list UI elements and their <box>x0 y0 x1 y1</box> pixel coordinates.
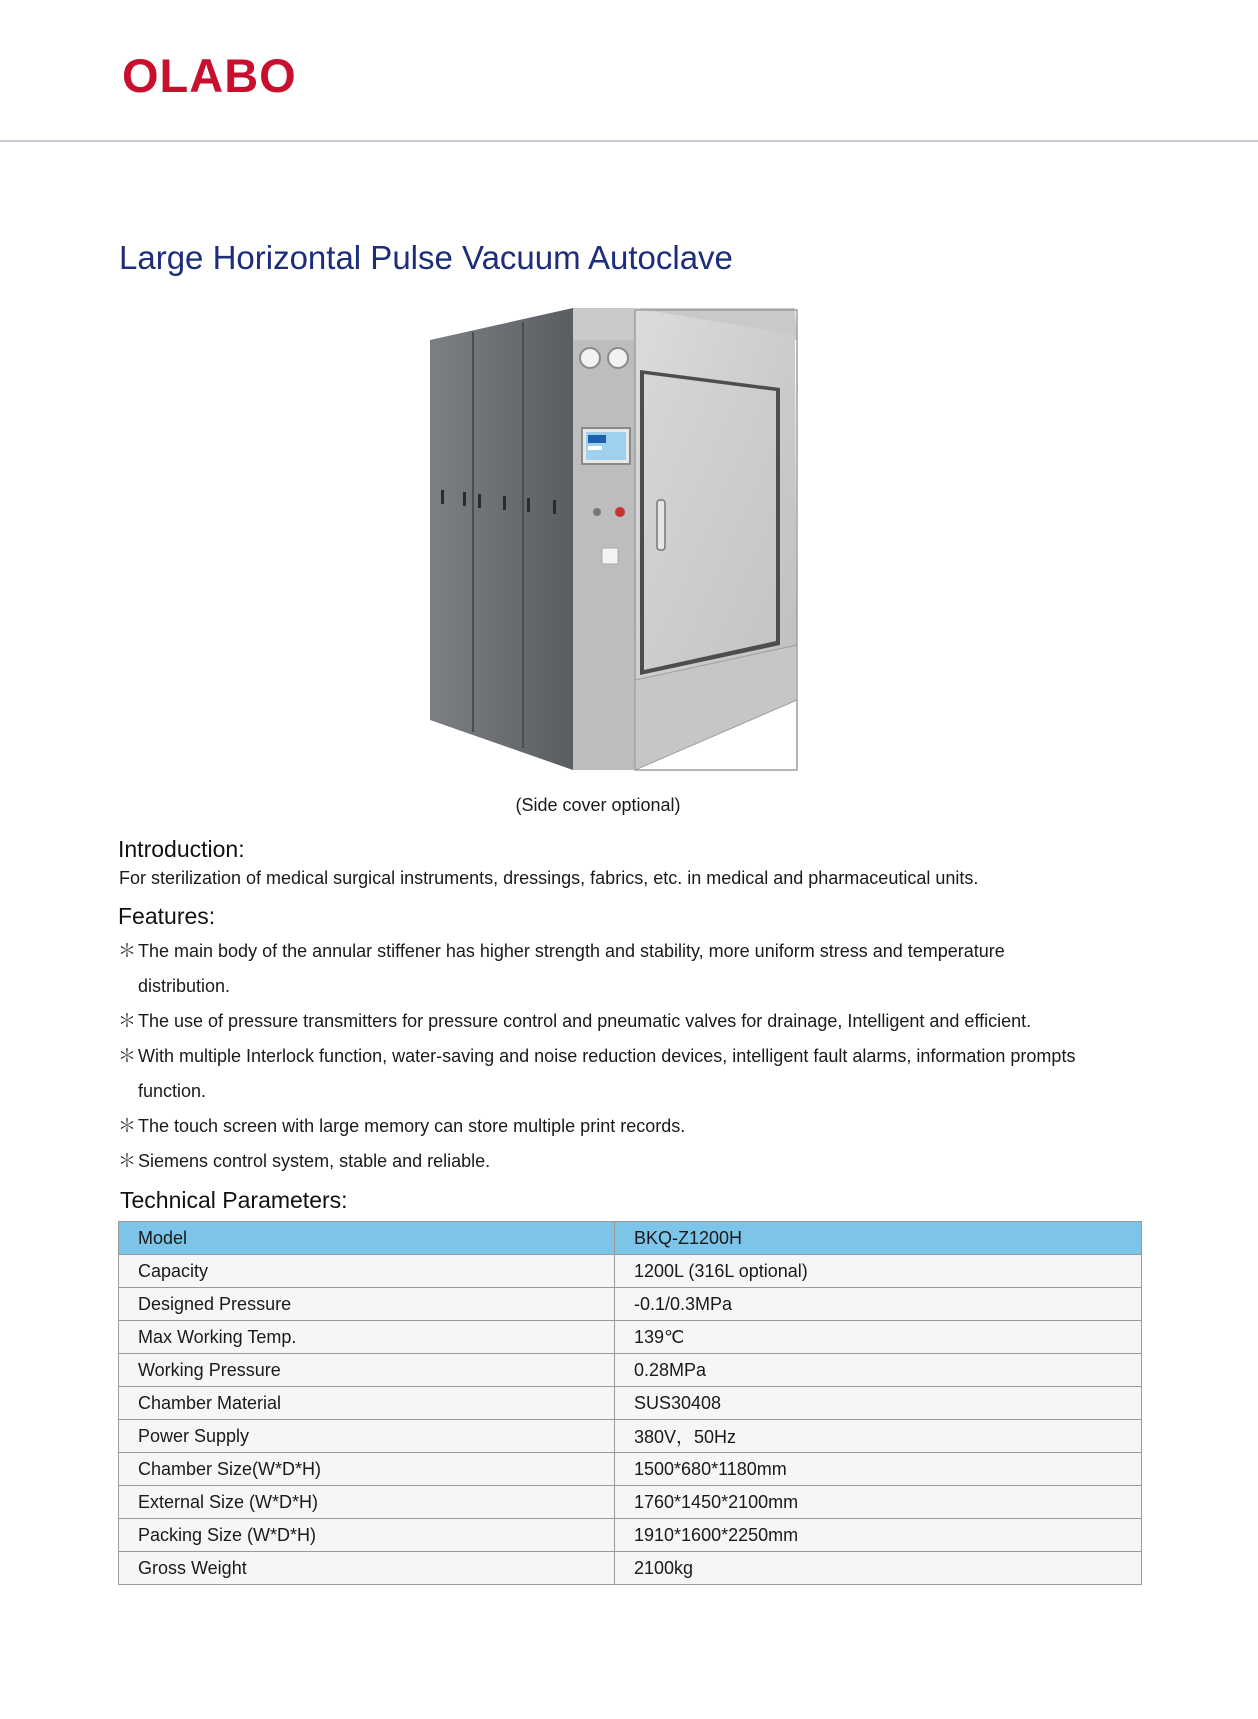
header-value-cell: BKQ-Z1200H <box>615 1222 1142 1255</box>
param-label: Chamber Material <box>119 1387 615 1420</box>
table-row <box>119 1321 1142 1354</box>
param-label: External Size (W*D*H) <box>119 1486 615 1519</box>
table-row <box>119 1552 1142 1585</box>
param-value: -0.1/0.3MPa <box>615 1288 1142 1321</box>
table-row <box>119 1486 1142 1519</box>
bullet-star-icon: ＊ <box>118 941 136 961</box>
bullet-star-icon: ＊ <box>118 1011 136 1031</box>
param-value: 1760*1450*2100mm <box>615 1486 1142 1519</box>
param-value: 1200L (316L optional) <box>615 1255 1142 1288</box>
param-label: Gross Weight <box>119 1552 615 1585</box>
param-label: Power Supply <box>119 1420 615 1453</box>
param-value: 380V，50Hz <box>615 1420 1142 1453</box>
feature-text: The main body of the annular stiffener has higher strength and stability, more uniform stress and temperature distribution. <box>138 941 1005 996</box>
param-label: Max Working Temp. <box>119 1321 615 1354</box>
header-label-cell: Model <box>119 1222 615 1255</box>
features-heading: Features: <box>118 903 216 929</box>
table-row <box>119 1255 1142 1288</box>
table-row <box>119 1420 1142 1453</box>
param-label: Packing Size (W*D*H) <box>119 1519 615 1552</box>
param-value: SUS30408 <box>615 1387 1142 1420</box>
table-row <box>119 1453 1142 1486</box>
brand-logo: OLABO <box>122 49 297 102</box>
technical-parameters-table <box>118 1221 1142 1585</box>
bullet-star-icon: ＊ <box>118 1116 136 1136</box>
feature-item <box>118 1039 1148 1109</box>
page-title: Large Horizontal Pulse Vacuum Autoclave <box>119 239 733 276</box>
table-row <box>119 1354 1142 1387</box>
feature-item <box>118 934 1148 1004</box>
feature-item <box>118 1004 1148 1039</box>
table-row <box>119 1519 1142 1552</box>
feature-text: With multiple Interlock function, water-saving and noise reduction devices, intelligent fault alarms, information prompts function. <box>138 1046 1076 1101</box>
technical-heading: Technical Parameters: <box>120 1187 348 1213</box>
header-divider <box>0 140 1258 142</box>
param-label: Working Pressure <box>119 1354 615 1387</box>
bullet-star-icon: ＊ <box>118 1151 136 1171</box>
feature-text: Siemens control system, stable and reliable. <box>138 1151 491 1171</box>
param-value: 1910*1600*2250mm <box>615 1519 1142 1552</box>
table-header-row <box>119 1222 1142 1255</box>
bullet-star-icon: ＊ <box>118 1046 136 1066</box>
param-label: Capacity <box>119 1255 615 1288</box>
param-value: 0.28MPa <box>615 1354 1142 1387</box>
table-row <box>119 1288 1142 1321</box>
param-label: Designed Pressure <box>119 1288 615 1321</box>
param-label: Chamber Size(W*D*H) <box>119 1453 615 1486</box>
param-value: 1500*680*1180mm <box>615 1453 1142 1486</box>
param-value: 2100kg <box>615 1552 1142 1585</box>
feature-text: The use of pressure transmitters for pressure control and pneumatic valves for drainage, Intelligent and efficient. <box>138 1011 1032 1031</box>
introduction-text: For sterilization of medical surgical instruments, dressings, fabrics, etc. in medical and pharmaceutical units. <box>119 868 979 888</box>
image-caption: (Side cover optional) <box>515 795 681 815</box>
param-value: 139℃ <box>615 1321 1142 1354</box>
introduction-heading: Introduction: <box>118 836 245 862</box>
feature-text: The touch screen with large memory can store multiple print records. <box>138 1116 686 1136</box>
features-list <box>118 934 1148 1179</box>
feature-item <box>118 1109 1148 1144</box>
autoclave-product-image <box>425 300 820 790</box>
feature-item <box>118 1144 1148 1179</box>
table-row <box>119 1387 1142 1420</box>
